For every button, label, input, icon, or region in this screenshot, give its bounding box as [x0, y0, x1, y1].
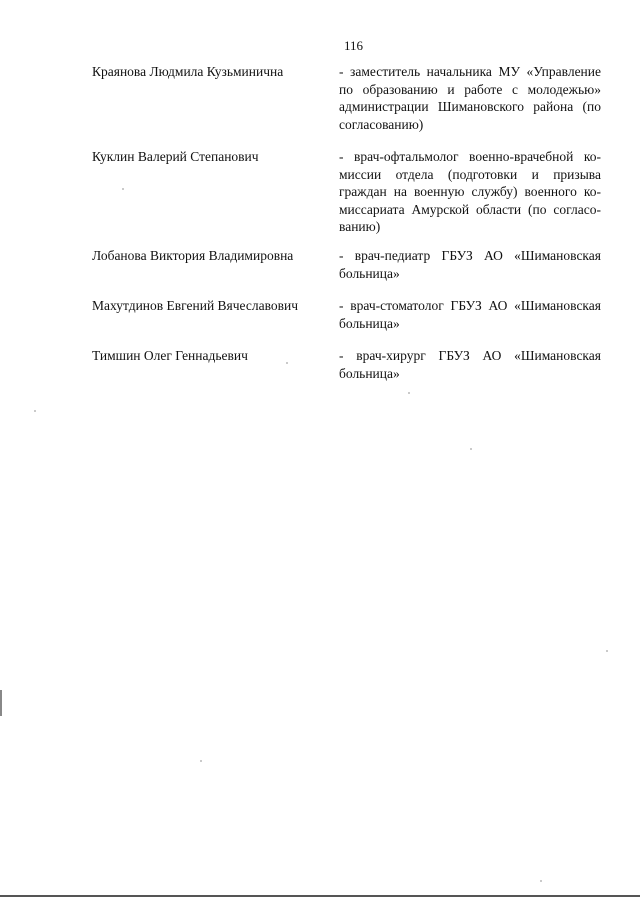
scan-speck: [606, 650, 608, 652]
scan-bottom-edge: [0, 895, 640, 897]
scan-speck: [286, 362, 288, 364]
role-line: администрации Шимановского района (по: [339, 99, 601, 114]
member-role: [339, 148, 601, 236]
member-name: Тимшин Олег Геннадьевич: [92, 348, 248, 363]
role-line: больница»: [339, 315, 400, 331]
role-line: согласованию): [339, 116, 424, 132]
role-line: миссии отдела (подготовки и призыва: [339, 166, 601, 182]
role-line: по образованию и работе с молодежью»: [339, 81, 601, 97]
scan-edge-mark: [0, 690, 2, 716]
role-line: - врач-стоматолог ГБУЗ АО «Шимановская: [339, 298, 601, 313]
member-role: [339, 347, 601, 382]
member-name: Лобанова Виктория Владимировна: [92, 248, 294, 263]
member-name: Краянова Людмила Кузьминична: [92, 64, 284, 79]
member-name: Куклин Валерий Степанович: [92, 149, 259, 164]
member-role: [339, 247, 601, 282]
role-line: больница»: [339, 265, 400, 281]
scan-speck: [34, 410, 36, 412]
member-name: Махутдинов Евгений Вячеславович: [92, 298, 299, 313]
role-line: - врач-педиатр ГБУЗ АО «Шимановская: [339, 248, 601, 263]
role-line: - врач-хирург ГБУЗ АО «Шимановская: [339, 348, 601, 363]
role-line: - врач-офтальмолог военно-врачебной ко-: [339, 149, 601, 164]
role-line: - заместитель начальника МУ «Управление: [339, 64, 601, 79]
scan-speck: [470, 448, 472, 450]
member-role: [339, 297, 601, 332]
member-role: [339, 63, 601, 133]
role-line: миссариата Амурской области (по согласо-: [339, 201, 601, 217]
scan-speck: [408, 392, 410, 394]
role-line: больница»: [339, 365, 400, 381]
role-line: ванию): [339, 219, 381, 234]
role-line: граждан на военную службу) военного ко-: [339, 184, 601, 199]
page-number: 116: [344, 38, 364, 53]
scan-speck: [540, 880, 542, 882]
scan-speck: [122, 188, 124, 190]
scan-speck: [200, 760, 202, 762]
